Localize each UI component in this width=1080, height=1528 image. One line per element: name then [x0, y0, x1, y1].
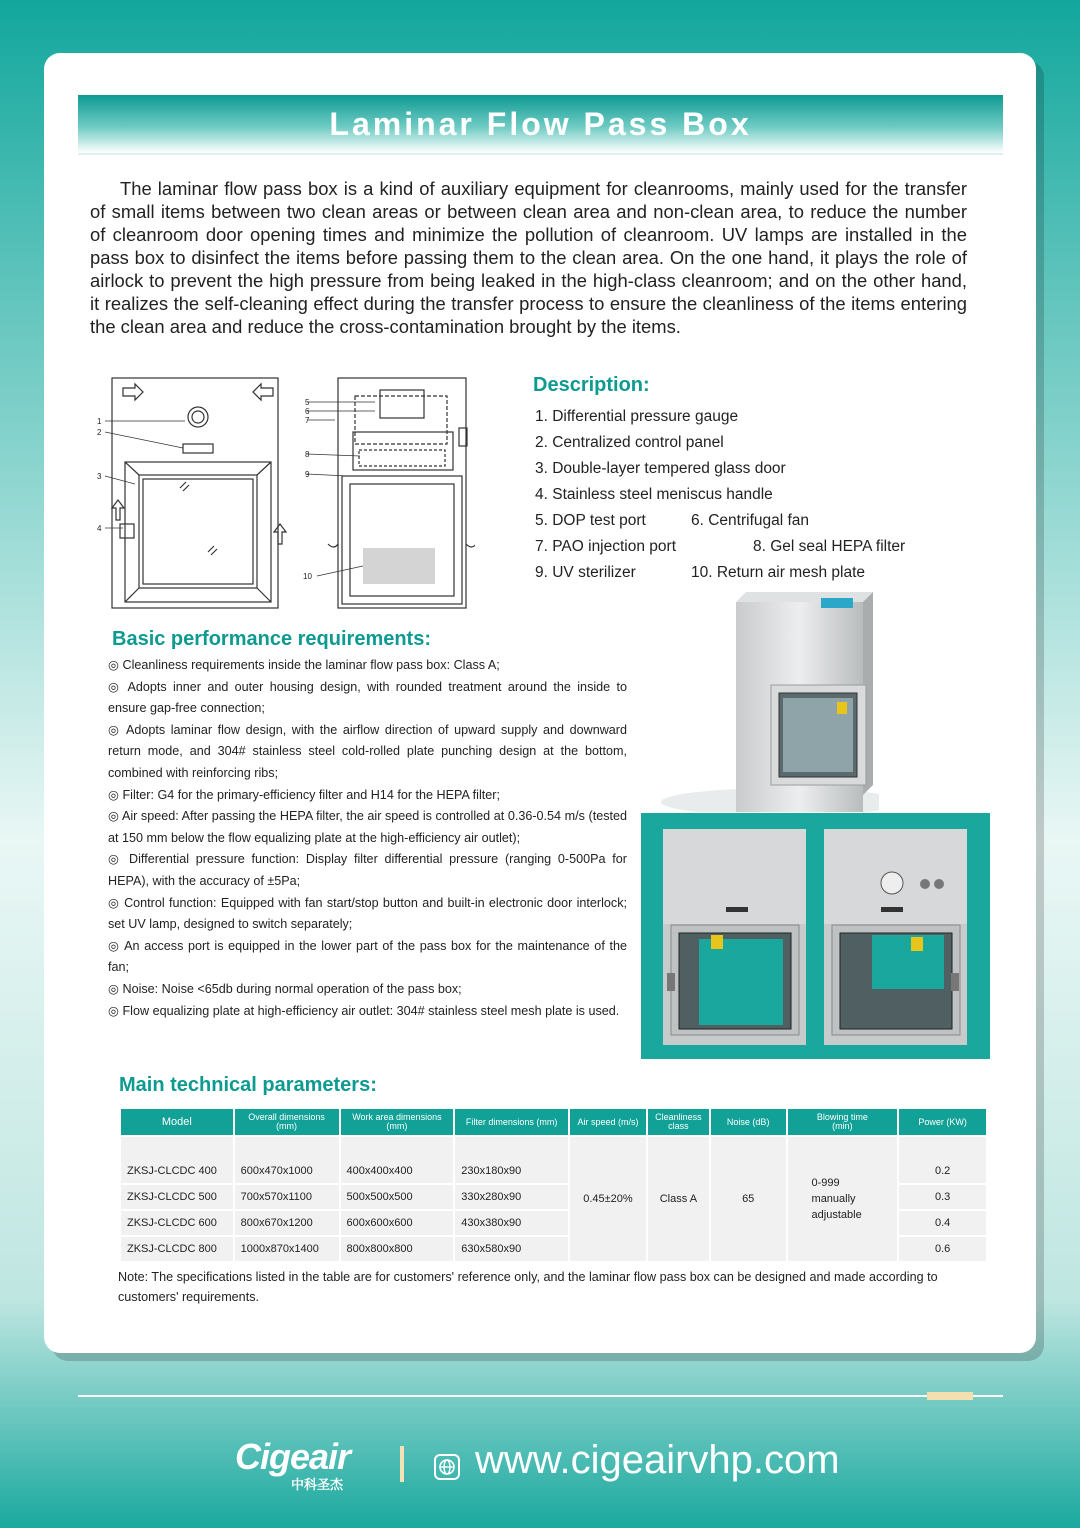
footer — [235, 1436, 875, 1496]
diagram-label-8: 8 — [305, 450, 310, 459]
page-title: Laminar Flow Pass Box — [329, 105, 752, 142]
header-cleanliness: Cleanliness class — [647, 1108, 710, 1136]
header-overall: Overall dimensions (mm) — [234, 1108, 340, 1136]
basic-requirements-list — [108, 655, 627, 1022]
diagram-label-3: 3 — [97, 472, 102, 481]
website-link[interactable]: www.cigeairvhp.com — [475, 1438, 840, 1482]
table-row: ZKSJ-CLCDC 400 600x470x1000 400x400x400 230x180x90 0.45±20% Class A 65 0-999 manually adjustable 0.2 — [120, 1136, 987, 1184]
cleanliness-cell: Class A — [647, 1136, 710, 1262]
noise-cell: 65 — [710, 1136, 787, 1262]
diagram-label-7: 7 — [305, 416, 310, 425]
table-row: ZKSJ-CLCDC 600 800x670x1200 600x600x600 430x380x90 0.4 — [120, 1210, 987, 1236]
header-model: Model — [120, 1108, 234, 1136]
table-row: ZKSJ-CLCDC 500 700x570x1100 500x500x500 330x280x90 0.3 — [120, 1184, 987, 1210]
list-item: ◎ Cleanliness requirements inside the laminar flow pass box: Class A; — [108, 658, 500, 672]
header-work: Work area dimensions (mm) — [340, 1108, 455, 1136]
note-text: Note: The specifications listed in the table are for customers' reference only, and the laminar flow pass box can be designed and made according to customers' requirements. — [118, 1270, 938, 1304]
product-photo-panel — [641, 813, 990, 1059]
list-item: ◎ Differential pressure function: Display filter differential pressure (ranging 0-500Pa for HEPA), with the accuracy of ±5Pa; — [108, 852, 627, 888]
diagram-label-9: 9 — [305, 470, 310, 479]
header-filter: Filter dimensions (mm) — [454, 1108, 569, 1136]
list-item: ◎ Air speed: After passing the HEPA filter, the air speed is controlled at 0.36-0.54 m/s (tested at 150 mm below the flow equalizing plate at the high-efficiency air outlet); — [108, 809, 627, 845]
header-power: Power (KW) — [898, 1108, 987, 1136]
globe-icon — [434, 1454, 460, 1480]
list-item: 5. DOP test port 6. Centrifugal fan — [535, 512, 810, 529]
air-speed-cell: 0.45±20% — [569, 1136, 647, 1262]
list-item: ◎ Noise: Noise <65db during normal operation of the pass box; — [108, 981, 462, 996]
brand-logo-cn: 中科圣杰 — [291, 1477, 344, 1492]
product-photo — [641, 590, 879, 812]
parameters-heading: Main technical parameters: — [119, 1074, 377, 1096]
title-bar — [78, 95, 1003, 155]
footer-accent — [927, 1392, 973, 1400]
list-item: ◎ Filter: G4 for the primary-efficiency filter and H14 for the HEPA filter; — [108, 787, 500, 802]
brand-logo: Cigeair — [235, 1436, 351, 1477]
list-item: 3. Double-layer tempered glass door — [535, 460, 786, 477]
list-item: 1. Differential pressure gauge — [535, 408, 739, 425]
header-blowing: Blowing time (min) — [787, 1108, 899, 1136]
list-item: 7. PAO injection port 8. Gel seal HEPA filter — [535, 538, 906, 555]
list-item: ◎ Adopts laminar flow design, with the airflow direction of upward supply and downward return mode, and 304# stainless steel cold-rolled plate punching design at the bottom, combined with reinforcing ribs; — [108, 722, 627, 780]
list-item: ◎ Control function: Equipped with fan start/stop button and built-in electronic door interlock; set UV lamp, designed to switch separately; — [108, 895, 627, 932]
list-item: 9. UV sterilizer 10. Return air mesh plate — [535, 564, 866, 581]
list-item: ◎ Flow equalizing plate at high-efficiency air outlet: 304# stainless steel mesh plate is used. — [108, 1003, 620, 1018]
basic-requirements-heading: Basic performance requirements: — [112, 628, 432, 650]
diagram-label-10: 10 — [303, 572, 312, 581]
header-air-speed: Air speed (m/s) — [569, 1108, 647, 1136]
header-noise: Noise (dB) — [710, 1108, 787, 1136]
diagram-label-2: 2 — [97, 428, 102, 437]
diagram-label-6: 6 — [305, 407, 310, 416]
table-row: ZKSJ-CLCDC 800 1000x870x1400 800x800x800 630x580x90 0.6 — [120, 1236, 987, 1262]
footer-divider — [78, 1395, 1003, 1397]
list-item: 4. Stainless steel meniscus handle — [535, 486, 773, 503]
diagram-label-5: 5 — [305, 398, 310, 407]
diagram-label-1: 1 — [97, 417, 102, 426]
description-list — [535, 406, 955, 588]
intro-paragraph: The laminar flow pass box is a kind of auxiliary equipment for cleanrooms, mainly used for the transfer of small items between two clean areas or between clean area and non-clean area, to reduce the number of cleanroom door opening times and minimize the pollution of cleanroom. UV lamps are installed in the pass box to disinfect the items before passing them to the clean area. On the one hand, it plays the role of airlock to prevent the high pressure from being leaked in the high-class cleanroom; and on the other hand, it realizes the self-cleaning effect during the transfer process to ensure the cleanliness of the items entering the clean area and reduce the cross-contamination brought by the items. — [90, 178, 967, 337]
list-item: 2. Centralized control panel — [535, 434, 724, 451]
footer-separator — [400, 1446, 404, 1482]
list-item: ◎ An access port is equipped in the lower part of the pass box for the maintenance of the fan; — [108, 938, 627, 975]
diagram-label-4: 4 — [97, 524, 102, 533]
list-item: ◎ Adopts inner and outer housing design, with rounded treatment around the inside to ensure gap-free connection; — [108, 679, 627, 716]
description-heading: Description: — [533, 374, 650, 396]
blowing-time-cell: 0-999 manually adjustable — [787, 1136, 899, 1262]
parameters-table — [119, 1107, 988, 1263]
pass-box-diagram — [95, 376, 475, 611]
